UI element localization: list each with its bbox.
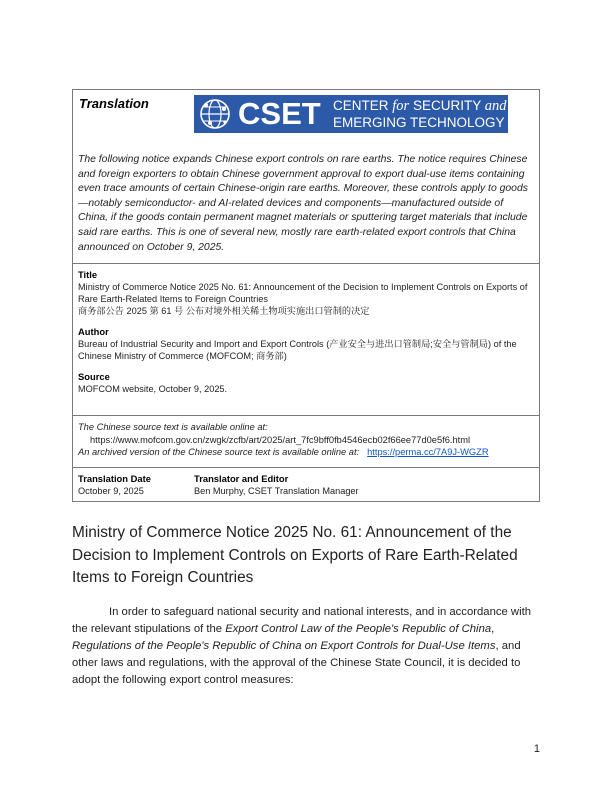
title-label: Title xyxy=(78,269,98,280)
source-links-section xyxy=(73,421,539,459)
summary-text: The following notice expands Chinese export controls on rare earths. The notice requires Chinese and foreign exporters to obtain Chinese government approval to export dual-use items containing even trace amounts of certain Chinese-origin rare earths. Moreover, these controls apply to goods—notably semiconductor- and AI-related devices and components—manufactured outside of China, if the goods contain permanent magnet materials or sputtering target materials that include said rare earths. This is one of several new, mostly rare earth-related export controls that China announced on October 9, 2025. xyxy=(78,154,528,253)
meta-section xyxy=(73,269,539,395)
source-text: MOFCOM website, October 9, 2025. xyxy=(78,384,228,394)
source-line-1: The Chinese source text is available online at: xyxy=(78,422,268,432)
author-label: Author xyxy=(78,326,109,337)
translator-name: Ben Murphy, CSET Translation Manager xyxy=(194,486,359,496)
body-paragraph: In order to safeguard national security and national interests, and in accordance with the relevant stipulations of the Export Control Law of the People's Republic of China, Regulations of the People's Republic of China on Export Controls for Dual-Use Items, and other laws and regulations, with the approval of the Chinese State Council, it is decided to adopt the following export control measures: xyxy=(72,606,532,686)
translation-info-section xyxy=(73,473,539,501)
cset-logo xyxy=(194,95,508,133)
translator-label: Translator and Editor xyxy=(194,473,289,484)
divider xyxy=(73,263,539,264)
translation-date: October 9, 2025 xyxy=(78,486,144,496)
archive-link[interactable]: https://perma.cc/7A9J-WGZR xyxy=(367,447,489,457)
title-english: Ministry of Commerce Notice 2025 No. 61: Announcement of the Decision to Implement Controls on Exports of Rare Earth-Related Items to Foreign Countries xyxy=(78,282,528,304)
author-text: Bureau of Industrial Security and Import and Export Controls (产业安全与进出口管制局;安全与管制局) of the Chinese Ministry of Commerce (MOFCOM; 商务部) xyxy=(78,339,517,361)
divider xyxy=(73,415,539,416)
translation-date-label: Translation Date xyxy=(78,473,151,484)
document-title: Ministry of Commerce Notice 2025 No. 61: Announcement of the Decision to Implement Controls on Exports of Rare Earth-Related Items to Foreign Countries xyxy=(72,524,518,586)
translation-label: Translation xyxy=(79,96,149,111)
source-url[interactable]: https://www.mofcom.gov.cn/zwgk/zcfb/art/2025/art_7fc9bff0fb4546ecb02f66ee77d0e5f6.html xyxy=(90,434,471,445)
translator-col xyxy=(194,473,359,497)
globe-network-icon xyxy=(198,98,232,130)
logo-line2: EMERGING TECHNOLOGY xyxy=(333,115,505,130)
divider xyxy=(73,467,539,468)
header-info-box xyxy=(72,89,540,502)
logo-abbr: CSET xyxy=(238,96,321,131)
archive-line: An archived version of the Chinese source text is available online at: https://perma.cc/7A9J-WGZR xyxy=(78,447,489,457)
title-chinese: 商务部公告 2025 第 61 号 公布对境外相关稀土物项实施出口管制的决定 xyxy=(78,306,370,316)
source-label: Source xyxy=(78,371,110,382)
page-number: 1 xyxy=(533,743,540,755)
logo-line1: CENTER for SECURITY and xyxy=(333,98,507,114)
